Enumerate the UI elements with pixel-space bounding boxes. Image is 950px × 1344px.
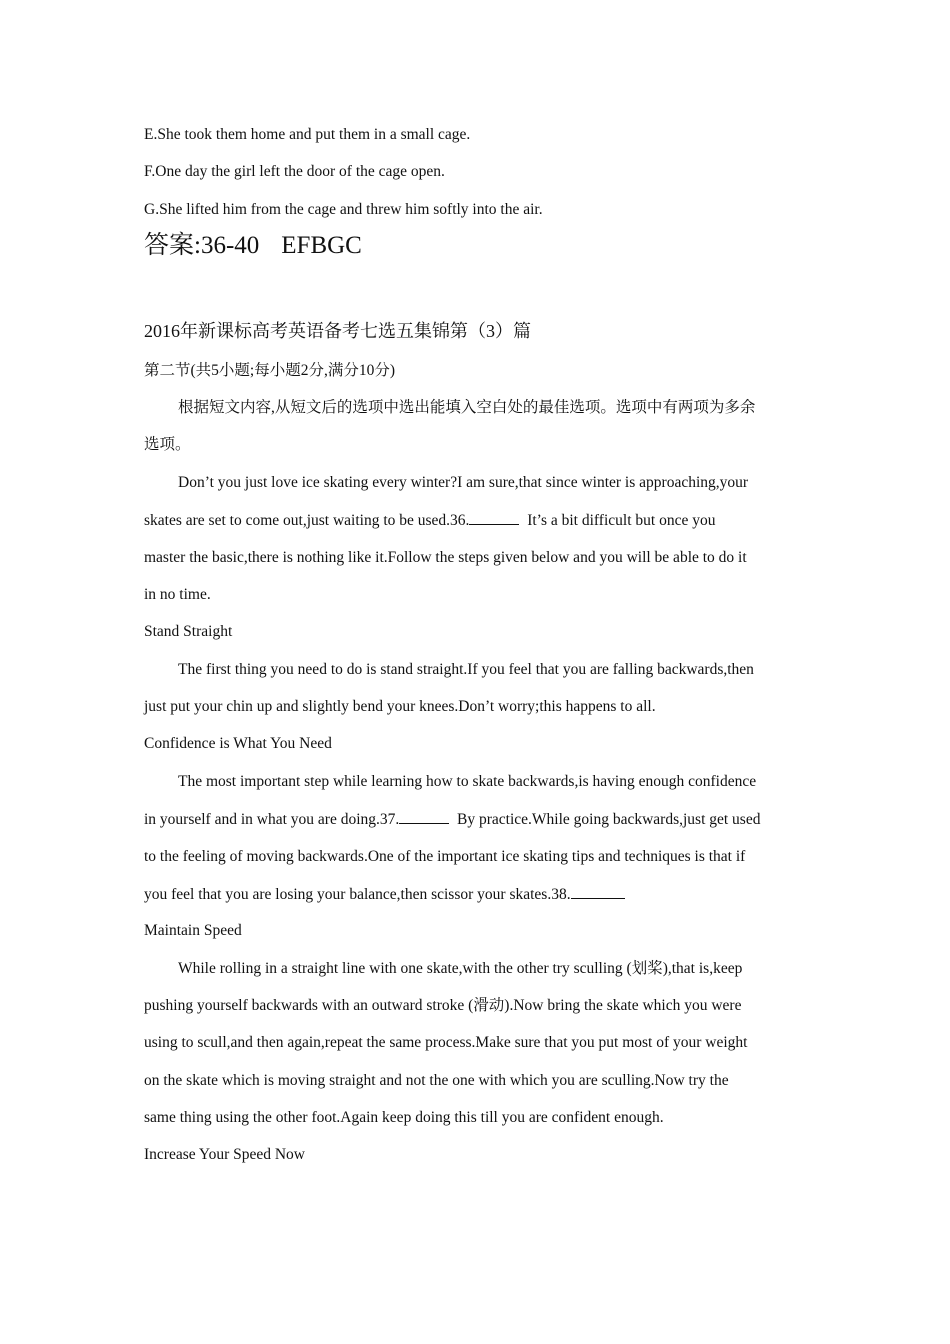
answer-value: EFBGC	[281, 232, 362, 259]
paragraph-3-line-2	[144, 809, 760, 830]
heading-stand-straight: Stand Straight	[144, 623, 233, 640]
paragraph-3-line-2-text: in yourself and in what you are doing.37.	[144, 811, 400, 828]
paragraph-4-line-2: pushing yourself backwards with an outward stroke (滑动).Now bring the skate which you were	[144, 997, 742, 1014]
instructions-line-2: 选项。	[144, 436, 191, 453]
paragraph-4-line-3: using to scull,and then again,repeat the same process.Make sure that you put most of your weight	[144, 1034, 748, 1051]
instructions-line-1: 根据短文内容,从短文后的选项中选出能填入空白处的最佳选项。选项中有两项为多余	[178, 399, 756, 416]
paragraph-3-line-1: The most important step while learning how to skate backwards,is having enough confidence	[178, 773, 757, 790]
paragraph-2-line-1: The first thing you need to do is stand straight.If you feel that you are falling backwards,then	[178, 661, 754, 678]
paragraph-4-line-5: same thing using the other foot.Again keep doing this till you are confident enough.	[144, 1109, 664, 1126]
blank-38	[571, 884, 625, 899]
section-title: 2016年新课标高考英语备考七选五集锦第（3）篇	[144, 321, 531, 341]
option-f: F.One day the girl left the door of the cage open.	[144, 163, 445, 180]
paragraph-1-line-1: Don’t you just love ice skating every winter?I am sure,that since winter is approaching,your	[178, 474, 749, 491]
paragraph-3-line-3: to the feeling of moving backwards.One of the important ice skating tips and techniques is that if	[144, 848, 746, 865]
option-g: G.She lifted him from the cage and threw him softly into the air.	[144, 201, 543, 218]
paragraph-1-line-2	[144, 510, 715, 531]
heading-maintain-speed: Maintain Speed	[144, 922, 242, 939]
paragraph-4-line-1: While rolling in a straight line with one skate,with the other try sculling (划桨),that is,keep	[178, 960, 743, 977]
paragraph-2-line-2: just put your chin up and slightly bend your knees.Don’t worry;this happens to all.	[144, 698, 656, 715]
paragraph-3-line-4	[144, 884, 625, 905]
paragraph-1-line-2-text: skates are set to come out,just waiting to be used.36.	[144, 512, 470, 529]
heading-confidence: Confidence is What You Need	[144, 735, 332, 752]
section-subtitle: 第二节(共5小题;每小题2分,满分10分)	[144, 362, 396, 379]
paragraph-3-line-4-text: you feel that you are losing your balance,then scissor your skates.38.	[144, 886, 571, 903]
option-e: E.She took them home and put them in a small cage.	[144, 126, 471, 143]
answer-label: 答案:36-40	[144, 232, 260, 259]
answer-line	[144, 231, 362, 261]
paragraph-4-line-4: on the skate which is moving straight and not the one with which you are sculling.Now try the	[144, 1072, 729, 1089]
paragraph-1-line-2-rest: It’s a bit difficult but once you	[527, 512, 716, 529]
paragraph-3-line-2-rest: By practice.While going backwards,just get used	[457, 811, 761, 828]
paragraph-1-line-4: in no time.	[144, 586, 211, 603]
paragraph-1-line-3: master the basic,there is nothing like it.Follow the steps given below and you will be able to do it	[144, 549, 747, 566]
blank-37	[399, 809, 449, 824]
heading-increase-speed: Increase Your Speed Now	[144, 1146, 305, 1163]
blank-36	[469, 510, 519, 525]
